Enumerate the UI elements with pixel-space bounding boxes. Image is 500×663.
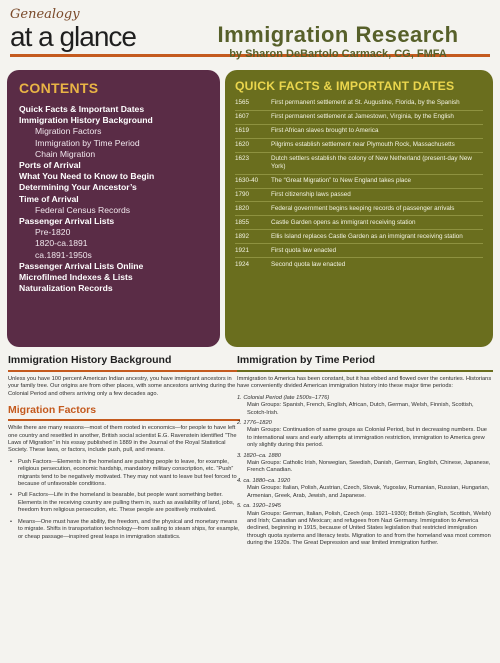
fact-text: First citizenship laws passed <box>271 190 351 198</box>
author-byline: by Sharon DeBartolo Carmack, CG, FMFA <box>229 48 447 60</box>
fact-text: Dutch settlers establish the colony of New Netherland (present-day New York) <box>271 155 472 170</box>
fact-row <box>235 216 483 230</box>
fact-row <box>235 111 483 125</box>
time-period-item <box>237 503 493 547</box>
contents-item: Passenger Arrival Lists Online <box>19 260 144 271</box>
time-period-groups: Main Groups: Spanish, French, English, African, Dutch, German, Welsh, Finnish, Scottish, Scotch-Irish. <box>247 402 474 416</box>
fact-row <box>235 244 483 258</box>
contents-item: Immigration by Time Period <box>35 137 140 148</box>
time-period-item <box>237 478 493 500</box>
time-period-title: 4. ca. 1880–ca. 1920 <box>237 477 291 484</box>
fact-year: 1565 <box>235 99 250 107</box>
migration-intro-paragraph: While there are many reasons—most of them rooted in economics—for people to have left one country and resettled in another, British social scientist E.G. Ravenstein identified “The Laws of Migration” in his essay published in 1889 in the Journal of the Royal Statistical Society. These laws, or factors, include push, pull, and means. <box>8 425 237 454</box>
fact-row <box>235 139 483 153</box>
contents-title: CONTENTS <box>19 80 99 96</box>
time-period-groups: Main Groups: Continuation of same groups as Colonial Period, but in decreasing numbers. Due to international wars and early attempts at immigration restriction, immigration to America grew only slightly during this period. <box>247 427 487 449</box>
history-intro-paragraph: Unless you have 100 percent American Indian ancestry, you have immigrant ancestors in your family tree. Our origins are from other places, with some ancestors arriving during the Colonial Period and others arriving only a few decades ago. <box>8 376 236 397</box>
contents-item: Federal Census Records <box>35 204 131 215</box>
fact-text: Castle Garden opens as immigrant receiving station <box>271 218 416 226</box>
fact-year: 1630-40 <box>235 176 259 184</box>
section-divider <box>8 419 240 421</box>
contents-item: Naturalization Records <box>19 283 113 294</box>
fact-year: 1620 <box>235 141 250 149</box>
logo-series-name: Genealogy <box>10 7 80 22</box>
quick-facts-list <box>235 97 483 271</box>
contents-panel <box>7 70 220 347</box>
history-background-heading: Immigration History Background <box>8 354 172 366</box>
fact-year: 1855 <box>235 218 250 226</box>
fact-row <box>235 175 483 189</box>
fact-text: First permanent settlement at Jamestown, Virginia, by the English <box>271 113 454 121</box>
fact-year: 1892 <box>235 232 250 240</box>
fact-year: 1921 <box>235 246 250 254</box>
fact-row <box>235 153 483 175</box>
contents-item: Passenger Arrival Lists <box>19 216 115 227</box>
section-divider <box>237 370 493 372</box>
contents-item: Quick Facts & Important Dates <box>19 104 145 114</box>
contents-item: 1820-ca.1891 <box>35 238 88 249</box>
fact-row <box>235 230 483 244</box>
time-period-item <box>237 420 493 450</box>
fact-year: 1623 <box>235 155 250 163</box>
quick-facts-panel <box>225 70 493 347</box>
fact-text: First quota law enacted <box>271 246 337 254</box>
fact-text: Federal government begins keeping records of passenger arrivals <box>271 204 455 212</box>
contents-item: Determining Your Ancestor’s <box>19 182 137 193</box>
fact-year: 1924 <box>235 260 250 268</box>
section-divider <box>8 370 240 372</box>
fact-row <box>235 189 483 203</box>
contents-item: Time of Arrival <box>19 193 79 204</box>
contents-item: Chain Migration <box>35 148 96 159</box>
fact-row <box>235 125 483 139</box>
series-logo <box>10 8 180 52</box>
quick-facts-title: QUICK FACTS & IMPORTANT DATES <box>235 79 455 93</box>
time-period-groups: Main Groups: Catholic Irish, Norwegian, Swedish, Danish, German, English, Chinese, Japanese, French Canadian. <box>247 460 491 474</box>
contents-list <box>19 104 208 294</box>
contents-item: Immigration History Background <box>19 115 153 126</box>
time-period-groups: Main Groups: German, Italian, Polish, Czech (esp. 1921–1930); British (English, Scottish, Welsh) and Irish; Canadian and Mexican; and refugees from Nazi Germany. Immigration to America declined, beginning in 1915, because of United States legislation that restricted immigration through quota systems and literacy tests. Migration to and from the homeland was most common during the 1920s. The Great Depression and war limited immigration further. <box>247 510 491 547</box>
history-background-section <box>8 354 240 545</box>
time-period-groups: Main Groups: Italian, Polish, Austrian, Czech, Slovak, Yugoslav, Rumanian, Russian, Hungarian, Armenian, Greek, Arab, Jewish, and Japanese. <box>247 485 490 499</box>
page-title: Immigration Research <box>217 22 459 47</box>
time-period-item <box>237 395 493 417</box>
fact-text: Ellis Island replaces Castle Garden as an immigrant receiving station <box>271 232 463 240</box>
time-period-title: 5. ca. 1920–1945 <box>237 503 281 510</box>
logo-at-a-glance: at a glance <box>10 21 136 52</box>
means-bullet: • Means—One must have the ability, the freedom, and the physical and monetary means to migrate. Shifts in transportation technology—from sailing to steam ships, for example, or cheap passage—inspired great leaps in immigration statistics. <box>8 519 240 541</box>
time-period-title: 2. 1776–1820 <box>237 420 272 427</box>
fact-text: Second quota law enacted <box>271 260 346 268</box>
fact-text: The “Great Migration” to New England takes place <box>271 176 411 184</box>
fact-year: 1820 <box>235 204 250 212</box>
fact-row <box>235 202 483 216</box>
migration-factors-heading: Migration Factors <box>8 404 97 417</box>
fact-year: 1790 <box>235 190 250 198</box>
time-period-item <box>237 453 493 475</box>
fact-row <box>235 97 483 111</box>
contents-item: What You Need to Know to Begin <box>19 171 155 182</box>
pull-factors-bullet: • Pull Factors—Life in the homeland is bearable, but people want something better. Elements in the receiving country are pulling them in, such as availability of land, jobs, freedom from religious persecution, etc. These people are positively motivated. <box>8 492 240 514</box>
time-period-intro: Immigration to America has been constant, but it has ebbed and flowed over the centuries. Historians have conveniently divided American immigration history into these major time periods: <box>237 376 492 390</box>
fact-row <box>235 258 483 271</box>
contents-item: Ports of Arrival <box>19 160 81 171</box>
time-period-section <box>237 354 493 551</box>
fact-text: Pilgrims establish settlement near Plymouth Rock, Massachusetts <box>271 141 455 149</box>
fact-text: First African slaves brought to America <box>271 127 379 135</box>
time-period-title: 3. 1820–ca. 1880 <box>237 452 281 459</box>
contents-item: Pre-1820 <box>35 227 71 238</box>
contents-item: Migration Factors <box>35 126 102 137</box>
time-period-title: 1. Colonial Period (late 1500s–1776) <box>237 394 330 401</box>
fact-text: First permanent settlement at St. Augustine, Florida, by the Spanish <box>271 99 460 107</box>
fact-year: 1607 <box>235 113 250 121</box>
fact-year: 1619 <box>235 127 250 135</box>
contents-item: Microfilmed Indexes & Lists <box>19 272 133 283</box>
time-period-heading: Immigration by Time Period <box>237 354 376 366</box>
push-factors-bullet: • Push Factors—Elements in the homeland are pushing people to leave, for example, religious persecution, economic hardship, mandatory military conscription, etc. “Push” migrants tend to be negatively motivated. They may not want to leave but feel forced to because of unfavorable conditions. <box>8 459 240 489</box>
time-period-list <box>237 395 493 548</box>
contents-item: ca.1891-1950s <box>35 249 92 260</box>
